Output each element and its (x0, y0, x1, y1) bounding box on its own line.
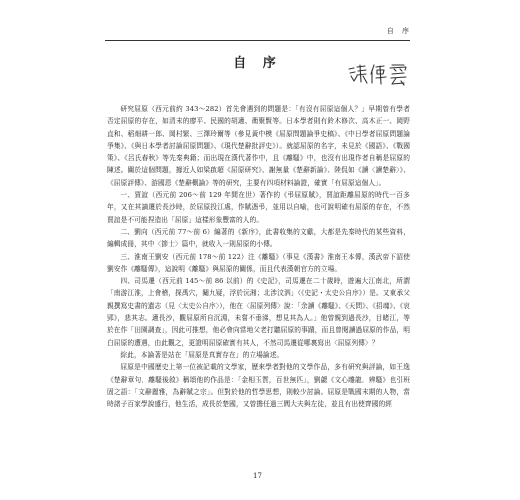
paragraph: 研究屈原（西元前約 343～282）首先會遇到的問題是：「有沒有屈原這個人？」早期曾有學者否定屈原的存在，如清末的廖平、民國的胡適、衛聚賢等。日本學者則有鈴木修次、高木正一、岡野直和、稻畑耕一郎、岡村繁、三澤玲爾等（參見黃中模《屈原問題論爭史稿》、《中日學者屈原問題論爭集》、《與日本學者討論屈原問題》、《現代楚辭批評史》）。就認屈原的名字，未見於《國語》、《戰國策》、《呂氏春秋》等先秦典籍；而出現在漢代著作中，且《離騷》中，也沒有出現作者自稱是屈原的陳述。關於這個問題，據近人如梁啟超《屈原研究》、謝無量《楚辭新論》、陸侃如《讀〈讀楚辭〉》、《屈原評傳》、游國恩《楚辭概論》等的研究，主要有四項材料論證，確實「有屈原這個人」。 (107, 105, 410, 187)
page-title: 自 序 (233, 56, 282, 71)
paragraph: 綜此，本論著是站在「屈原是真實存在」的立場論述。 (120, 350, 284, 359)
preface-body (107, 103, 410, 410)
paragraph: 一、賈誼（西元前 206～前 129 年間在世）著作的《弔屈原賦》，賈誼距離屈原的時代一百多年，又在其謫遷於長沙時，於屈原投江處，作賦憑弔，並用以自喻，也可說明確有屈原的存在，不然賈誼是不可能捏造出「屈原」這樣形象豐富的人的。 (107, 191, 410, 224)
signature-image (346, 62, 412, 86)
page-number: 17 (253, 472, 262, 480)
header-rule (105, 40, 410, 41)
paragraph: 四、司馬遷（西元前 145～前 86 以前）的《史記》，司馬遷在二十歲時，遊遍大江南北，所謂「南游江淮，上會稽，探禹穴，闚九疑，浮於沅湘；北涉汶泗」（《史記・太史公自序》）是。又東承父親撰寫史書的遺志（見〈太史公自序〉），他在〈屈原列傳〉說：「余讀《離騷》、《天問》、《招魂》、《哀郢》，悲其志。適長沙，觀屈原所自沉淵，未嘗不垂涕，想見其為人。」他曾親到過長沙，目睹江，等於在作「田園調查」，因此可推想，他必會向當地父老打聽屈原的事蹟，而且曾閱讀過屈原的作品，明白屈原的遭遇，由此觀之，更證明屈原確實有其人，不然司馬遷從哪裏寫出〈屈原列傳〉？ (107, 277, 410, 347)
author-signature (346, 62, 412, 86)
paragraph: 二、劉向（西元前 77～前 6）編著的《新序》，此書收集的文獻，大都是先秦時代的某些資料，編輯成冊，其中〈節士〉篇中，就收入一則屈原的小傳。 (107, 227, 410, 249)
paragraph: 三、淮南王劉安（西元前 178～前 122）注《離騷》（事見《漢書》淮南王本傳，漢武帝下詔使劉安作《離騷傳》，這說明《離騷》與屈原的關係，而且代表漢朝官方的立場。 (107, 252, 410, 273)
paragraph: 屈原是中國歷史上第一位被記載的文學家，歷來學者對他的文學作品，多有研究與評論，如王逸《楚辭章句．離騷後敘》稱頌他的作品是：「金相玉質，百世無匹」，劉勰《文心雕龍．辨騷》也引班固之語：「文辭麗雅，為辭賦之宗」。但對於他的哲學思想，則較少討論。屈原是戰國末期的人物，當時諸子百家學說盛行，他生活，成長於楚國，又曾擔任過三閭大夫與左徒，並且有出使齊國的經 (107, 363, 410, 409)
running-head: 自 序 (386, 27, 412, 35)
